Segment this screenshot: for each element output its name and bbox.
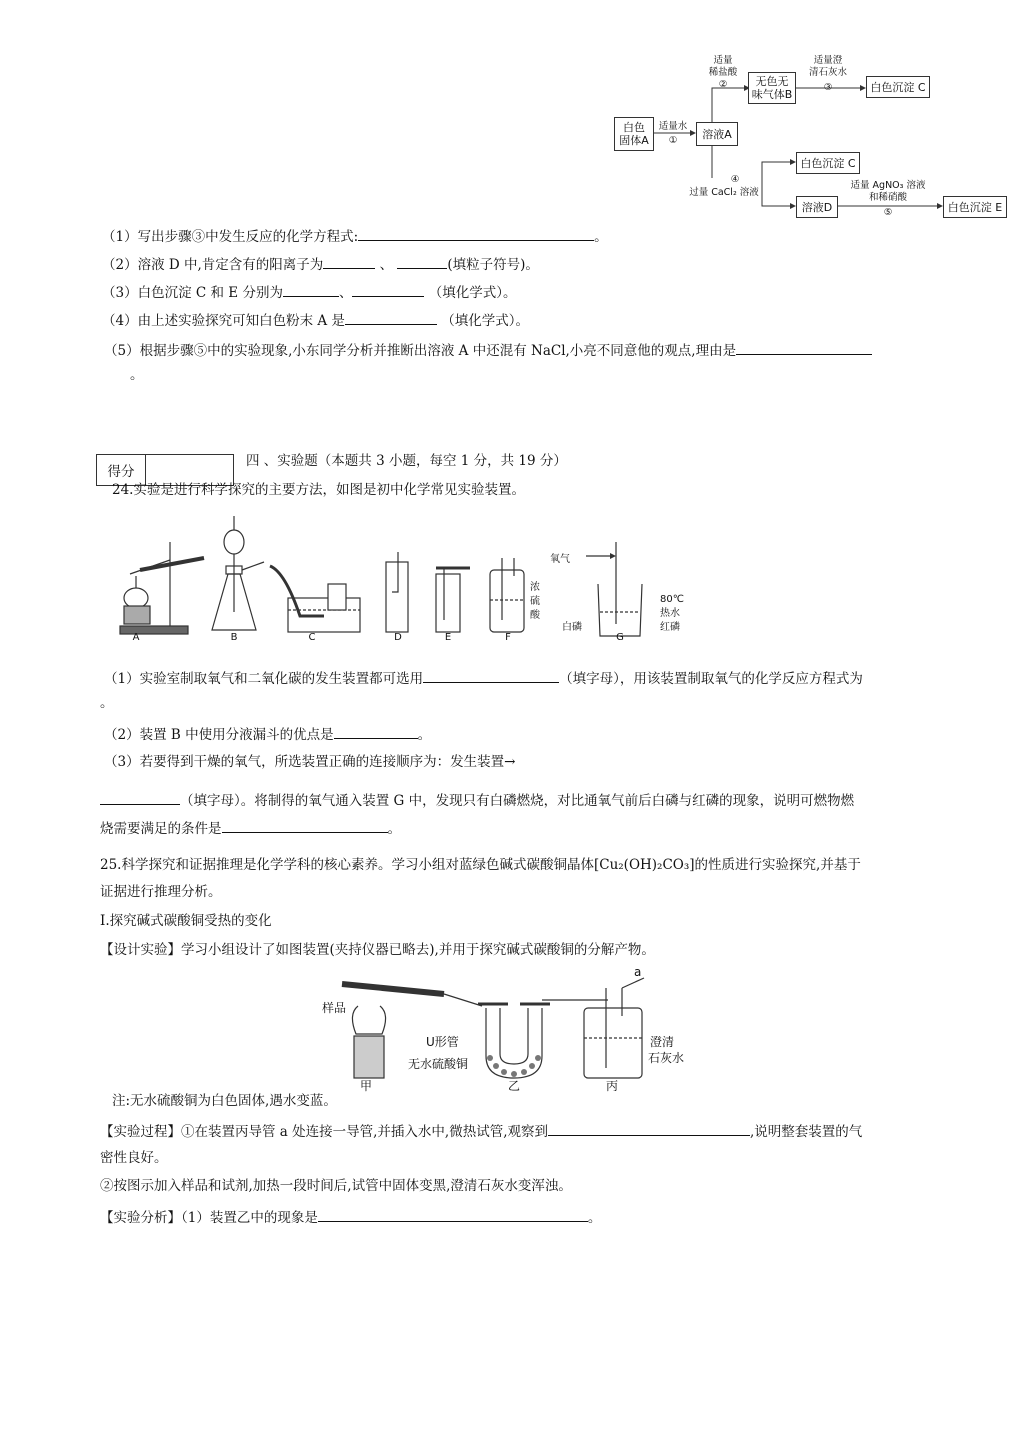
box-precipitate-c-2: 白色沉淀 C: [796, 152, 860, 174]
box-precipitate-c-1: 白色沉淀 C: [866, 76, 930, 98]
answer-blank[interactable]: [345, 310, 437, 325]
label-step-5: ⑤: [883, 207, 893, 218]
label-limewater-1: 澄清: [650, 1035, 675, 1049]
label-apparatus-f: F: [505, 632, 511, 642]
answer-blank[interactable]: [100, 790, 180, 805]
answer-blank[interactable]: [358, 226, 594, 241]
q24-part1: （1）实验室制取氧气和二氧化碳的发生装置都可选用 （填字母），用该装置制取氧气的化学反应方程式为: [104, 668, 863, 688]
label-step-3: ③: [823, 82, 833, 93]
answer-blank[interactable]: [352, 282, 424, 297]
label-hcl-1: 适量: [713, 55, 733, 66]
answer-blank[interactable]: [222, 818, 388, 833]
label-temperature: 80℃: [660, 594, 684, 605]
label-lime-1: 适量澄: [813, 55, 843, 66]
answer-blank[interactable]: [548, 1121, 750, 1136]
label-step-2: ②: [718, 79, 728, 90]
q23-part1: （1）写出步骤③中发生反应的化学方程式: 。: [102, 226, 608, 246]
answer-blank[interactable]: [397, 254, 447, 269]
answer-blank[interactable]: [323, 254, 375, 269]
q25-process-2: ②按图示加入样品和试剂,加热一段时间后,试管中固体变黑,澄清石灰水变浑浊。: [100, 1178, 572, 1194]
label-outlet-a: a: [634, 965, 642, 979]
q24-part2: （2）装置 B 中使用分液漏斗的优点是 。: [104, 724, 431, 744]
q25-process-1: 【实验过程】①在装置丙导管 a 处连接一导管,并插入水中,微热试管,观察到 ,说明整套装置的气: [100, 1121, 862, 1141]
label-white-phosphorus: 白磷: [562, 622, 582, 633]
label-conc-3: 酸: [530, 610, 540, 621]
label-water: 适量水: [658, 121, 688, 132]
label-apparatus-g: G: [616, 632, 624, 642]
q24-part1-end: 。: [100, 695, 114, 711]
box-solution-a: 溶液A: [696, 122, 738, 146]
q24-intro: 24.实验是进行科学探究的主要方法，如图是初中化学常见实验装置。: [112, 482, 525, 498]
label-red-phosphorus: 红磷: [660, 622, 680, 633]
section-4-heading: 四 、实验题（本题共 3 小题，每空 1 分，共 19 分）: [246, 453, 567, 469]
label-step-4: ④: [730, 174, 740, 185]
answer-blank[interactable]: [423, 668, 559, 683]
q24-part3: （3）若要得到干燥的氧气，所选装置正确的连接顺序为：发生装置→: [104, 754, 516, 770]
label-lime-2: 清石灰水: [808, 67, 847, 78]
q23-part4: （4）由上述实验探究可知白色粉末 A 是 （填化学式）。: [102, 310, 529, 330]
q23-part3: （3）白色沉淀 C 和 E 分别为 、 （填化学式）。: [102, 282, 517, 302]
q24-part3-end: 烧需要满足的条件是 。: [100, 818, 401, 838]
label-sample: 样品: [322, 1001, 347, 1015]
answer-blank[interactable]: [318, 1207, 588, 1222]
decomposition-apparatus: [318, 964, 718, 1092]
q25-note: 注:无水硫酸铜为白色固体,遇水变蓝。: [112, 1093, 337, 1109]
label-limewater-2: 石灰水: [648, 1051, 685, 1065]
label-jia: 甲: [359, 1079, 373, 1092]
label-apparatus-a: A: [132, 632, 140, 642]
box-precipitate-e: 白色沉淀 E: [943, 196, 1007, 218]
q23-part5-end: 。: [130, 367, 144, 383]
q25-design: 【设计实验】学习小组设计了如图装置(夹持仪器已略去),并用于探究碱式碳酸铜的分解产物。: [100, 942, 655, 958]
label-hot-water: 热水: [660, 608, 680, 619]
label-step-1: ①: [668, 135, 678, 146]
label-agno3-1: 适量 AgNO₃ 溶液: [850, 180, 926, 191]
label-conc-2: 硫: [530, 596, 540, 607]
q23-part2: （2）溶液 D 中,肯定含有的阳离子为 、 (填粒子符号)。: [102, 254, 539, 274]
score-label: 得分: [97, 455, 146, 485]
q24-part3-cont: （填字母）。将制得的氧气通入装置 G 中，发现只有白磷燃烧，对比通氧气前后白磷与红磷的现象，说明可燃物燃: [100, 790, 854, 810]
answer-blank[interactable]: [736, 340, 872, 355]
box-solution-d: 溶液D: [796, 196, 838, 218]
answer-blank[interactable]: [334, 724, 418, 739]
label-yi: 乙: [507, 1079, 521, 1092]
answer-blank[interactable]: [283, 282, 339, 297]
q25-part1-heading: Ⅰ.探究碱式碳酸铜受热的变化: [100, 913, 272, 929]
label-apparatus-d: D: [394, 632, 402, 642]
apparatus-figure: [110, 512, 710, 642]
label-bing: 丙: [605, 1079, 619, 1092]
q25-process-1-end: 密性良好。: [100, 1150, 168, 1166]
label-hcl-2: 稀盐酸: [708, 67, 738, 78]
box-gas-b: 无色无 味气体B: [748, 72, 796, 104]
label-apparatus-e: E: [444, 632, 452, 642]
label-apparatus-c: C: [308, 632, 316, 642]
label-conc-1: 浓: [530, 582, 540, 593]
q25-analysis: 【实验分析】（1）装置乙中的现象是 。: [100, 1207, 601, 1227]
q25-line2: 证据进行推理分析。: [100, 884, 222, 900]
label-apparatus-b: B: [230, 632, 238, 642]
q23-part5: （5）根据步骤⑤中的实验现象,小东同学分析并推断出溶液 A 中还混有 NaCl,小亮不同意他的观点,理由是: [104, 340, 872, 360]
label-cacl2: 过量 CaCl₂ 溶液: [689, 187, 759, 198]
box-solid-a: 白色 固体A: [614, 117, 654, 151]
label-anhydrous-cuso4: 无水硫酸铜: [408, 1057, 469, 1071]
q25-line1: 25.科学探究和证据推理是化学学科的核心素养。学习小组对蓝绿色碱式碳酸铜晶体[Cu₂(OH)₂CO₃]的性质进行实验探究,并基于: [100, 857, 861, 873]
label-oxygen: 氧气: [550, 554, 570, 565]
label-u-tube: U形管: [426, 1035, 459, 1049]
label-agno3-2: 和稀硝酸: [868, 192, 907, 203]
